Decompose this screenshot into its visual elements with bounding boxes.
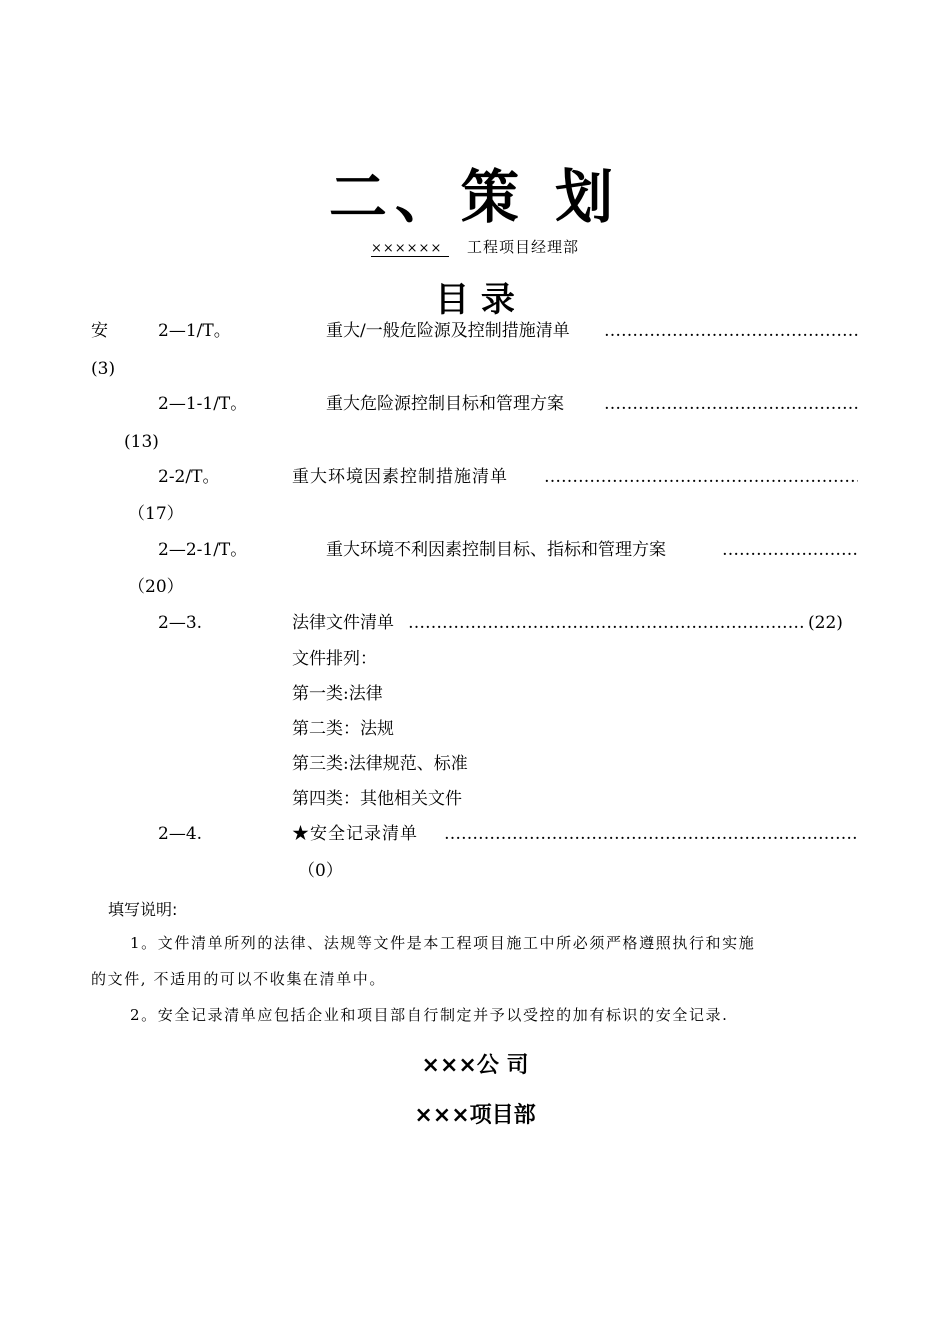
toc-row6-leader [444, 823, 858, 845]
toc-row4-leader [722, 539, 858, 561]
toc-heading: 目 录 [435, 280, 515, 320]
toc-row3-page: （17） [128, 504, 184, 524]
toc-row4-code: 2—2-1/T。 [158, 540, 248, 560]
toc-row1-label: 重大/一般危险源及控制措施清单 [326, 321, 570, 341]
toc-row1-leader [604, 320, 858, 342]
toc-row4-page: （20） [128, 577, 184, 597]
note-item1-line1: 1。文件清单所列的法律、法规等文件是本工程项目施工中所必须严格遵照执行和实施 [130, 934, 756, 952]
toc-row6-page: （0） [298, 861, 343, 881]
toc-row2-label: 重大危险源控制目标和管理方案 [326, 394, 564, 414]
arrangement-heading: 文件排列： [292, 649, 377, 669]
project-department-line [0, 236, 950, 257]
toc-row4-label: 重大环境不利因素控制目标、指标和管理方案 [326, 540, 666, 560]
project-name-placeholder: ×××××× [371, 241, 449, 257]
toc-row5-label: 法律文件清单 [292, 613, 394, 633]
toc-row2-leader [604, 393, 858, 415]
arrangement-item: 第二类：法规 [292, 719, 394, 739]
company-name: ×××公 司 [421, 1053, 529, 1078]
project-department-name: ×××项目部 [414, 1103, 536, 1128]
toc-row2-page: (13) [124, 432, 159, 452]
toc-row5-leader [408, 612, 806, 634]
page-title: 二、策 划 [328, 163, 622, 231]
toc-row5-page: (22) [808, 613, 843, 633]
note-item2: 2。安全记录清单应包括企业和项目部自行制定并予以受控的加有标识的安全记录. [130, 1006, 729, 1024]
arrangement-item: 第三类:法律规范、标准 [292, 754, 468, 774]
toc-row3-code: 2-2/T。 [158, 467, 220, 487]
arrangement-item: 第四类：其他相关文件 [292, 789, 462, 809]
toc-row6-label: ★安全记录清单 [292, 824, 418, 844]
toc-row1-page: (3) [91, 359, 116, 379]
toc-row1-code: 2—1/T。 [158, 321, 231, 341]
arrangement-item: 第一类:法律 [292, 684, 383, 704]
department-label: 工程项目经理部 [466, 238, 579, 256]
toc-row1-prefix: 安 [91, 321, 108, 341]
toc-row5-code: 2—3. [158, 613, 203, 633]
toc-row3-leader [544, 466, 858, 488]
toc-row3-label: 重大环境因素控制措施清单 [292, 467, 508, 487]
toc-row2-code: 2—1-1/T。 [158, 394, 248, 414]
notes-heading: 填写说明: [108, 900, 178, 919]
toc-row6-code: 2—4. [158, 824, 203, 844]
note-item1-line2: 的文件, 不适用的可以不收集在清单中。 [91, 970, 386, 988]
